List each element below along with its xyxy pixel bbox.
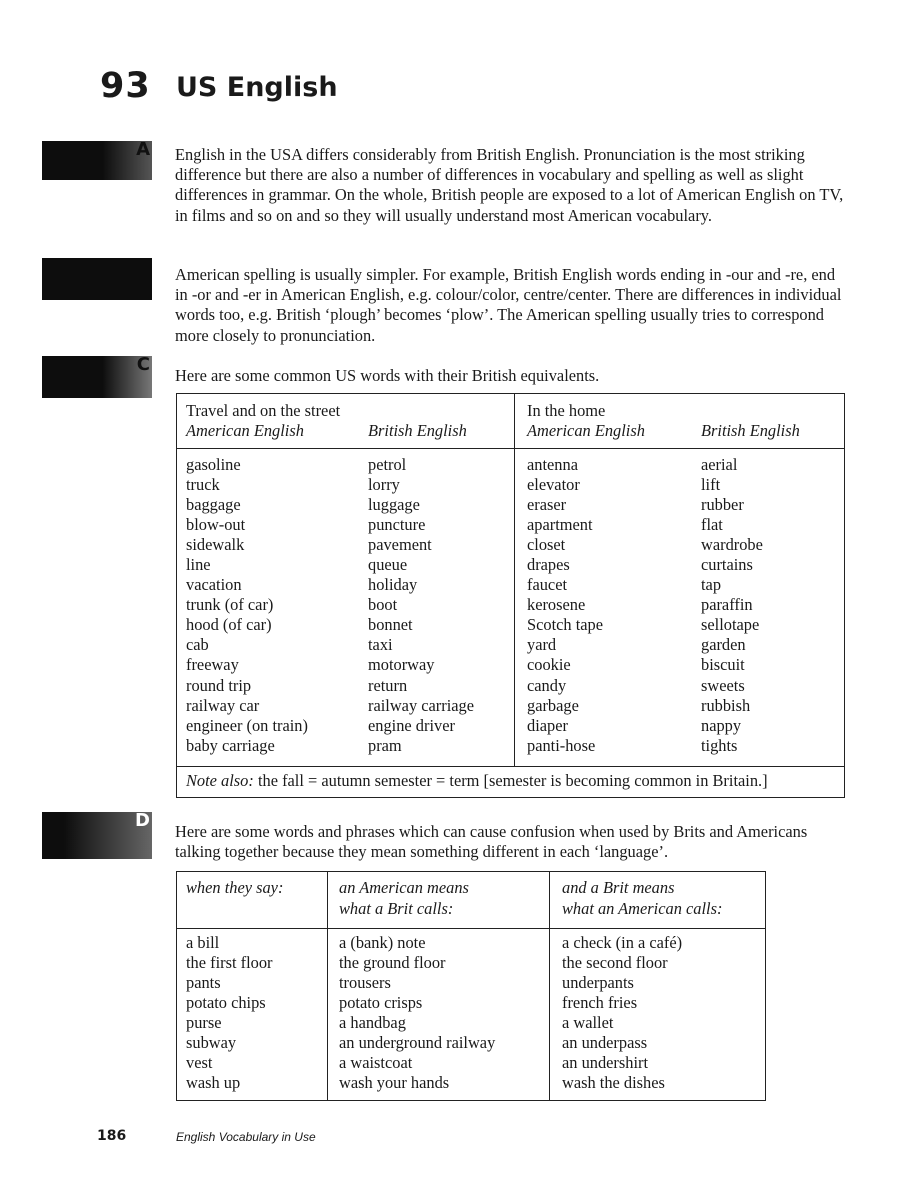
home-word-list xyxy=(527,455,842,756)
word-pair-row xyxy=(186,455,511,475)
american-word: Scotch tape xyxy=(527,615,604,635)
when-they-say-term: subway xyxy=(186,1033,237,1053)
when-they-say-term: vest xyxy=(186,1053,213,1073)
section-tab-a xyxy=(42,141,152,180)
column-header-british: British English xyxy=(701,421,800,440)
american-word: diaper xyxy=(527,715,568,735)
column-header-british: British English xyxy=(368,421,467,440)
section-d-paragraph: Here are some words and phrases which can cause confusion when used by Brits and Americans talking together because they mean something different in each ‘language’. xyxy=(175,822,808,862)
british-word: paraffin xyxy=(701,595,753,615)
section-b-paragraph: American spelling is usually simpler. For example, British English words ending in -our and -re, end in -or and -er in American English, e.g. colour/color, centre/center. There are differences in individual words too, e.g. British ‘plough’ becomes ‘plow’. The American spelling usually tries to correspond more closely to pronunciation. xyxy=(175,265,842,345)
british-word: holiday xyxy=(368,575,418,595)
american-word: truck xyxy=(186,475,220,495)
word-pair-row xyxy=(186,595,511,615)
column-when-they-say xyxy=(186,933,272,1093)
table-section-title: In the home xyxy=(527,401,606,420)
word-pair-row xyxy=(186,635,511,655)
british-word: motorway xyxy=(368,655,435,675)
word-pair-row xyxy=(527,716,842,736)
table-section-title: Travel and on the street xyxy=(186,401,341,420)
note-label: Note also: xyxy=(186,771,254,790)
american-meaning: a handbag xyxy=(339,1013,406,1033)
word-pair-row xyxy=(527,495,842,515)
word-pair-row xyxy=(527,515,842,535)
british-word: queue xyxy=(368,555,408,575)
column-header-when-they-say: when they say: xyxy=(186,878,284,897)
word-pair-row xyxy=(527,635,842,655)
section-tab-d xyxy=(42,812,152,859)
book-title: English Vocabulary in Use xyxy=(176,1130,316,1144)
british-meaning: a check (in a café) xyxy=(562,933,683,952)
american-word: freeway xyxy=(186,655,239,675)
british-word: rubbish xyxy=(701,695,751,715)
american-word: round trip xyxy=(186,675,252,695)
american-word: trunk (of car) xyxy=(186,595,274,615)
column-header-american: American English xyxy=(527,421,645,440)
word-pair-row xyxy=(527,475,842,495)
british-word: lift xyxy=(701,475,721,495)
section-letter-c: C xyxy=(136,354,150,375)
american-word: cookie xyxy=(527,655,571,675)
american-word: candy xyxy=(527,675,567,695)
american-meaning: a waistcoat xyxy=(339,1053,413,1073)
british-word: wardrobe xyxy=(701,535,763,555)
american-word: cab xyxy=(186,635,209,655)
american-word: engineer (on train) xyxy=(186,715,308,735)
american-word: vacation xyxy=(186,575,242,595)
table-header-home xyxy=(527,401,837,441)
british-word: engine driver xyxy=(368,715,455,735)
note-text: the fall = autumn semester = term [semester is becoming common in Britain.] xyxy=(257,771,768,790)
british-word: puncture xyxy=(368,515,426,535)
when-they-say-term: potato chips xyxy=(186,993,266,1013)
british-word: luggage xyxy=(368,495,420,515)
word-pair-row xyxy=(186,696,511,716)
section-c-paragraph: Here are some common US words with their British equivalents. xyxy=(175,366,600,385)
word-pair-row xyxy=(527,555,842,575)
when-they-say-term: purse xyxy=(186,1013,222,1033)
american-word: garbage xyxy=(527,695,579,715)
american-meaning: a (bank) note xyxy=(339,933,426,952)
table-divider xyxy=(327,872,328,1100)
british-word: bonnet xyxy=(368,615,413,635)
american-meaning: the ground floor xyxy=(339,953,446,973)
table-divider xyxy=(549,872,550,1100)
british-word: aerial xyxy=(701,455,738,474)
section-a-paragraph: English in the USA differs considerably from British English. Pronunciation is the most striking difference but there are also a number of differences in vocabulary and spelling as well as slight differences in grammar. On the whole, British people are exposed to a lot of American English on TV, in films and so on and so they will usually understand most American vocabulary. xyxy=(175,145,844,225)
british-word: garden xyxy=(701,635,746,655)
american-word: apartment xyxy=(527,515,593,535)
word-pair-row xyxy=(527,455,842,475)
column-brit-means xyxy=(562,933,682,1093)
british-word: railway carriage xyxy=(368,695,475,715)
word-pair-row xyxy=(527,676,842,696)
american-word: baggage xyxy=(186,495,241,515)
british-word: biscuit xyxy=(701,655,745,675)
american-word: railway car xyxy=(186,695,260,715)
british-word: sweets xyxy=(701,675,745,695)
word-pair-row xyxy=(186,575,511,595)
american-meaning: trousers xyxy=(339,973,391,993)
table-divider xyxy=(514,394,515,767)
british-word: boot xyxy=(368,595,398,615)
word-pair-row xyxy=(527,535,842,555)
american-word: hood (of car) xyxy=(186,615,272,635)
british-meaning: french fries xyxy=(562,993,638,1013)
word-pair-row xyxy=(186,555,511,575)
american-word: sidewalk xyxy=(186,535,245,555)
column-header-american-means: an American means what a Brit calls: xyxy=(339,878,469,918)
page-number: 186 xyxy=(97,1128,127,1144)
word-pair-row xyxy=(186,676,511,696)
word-pair-row xyxy=(527,696,842,716)
british-word: sellotape xyxy=(701,615,760,635)
word-pair-row xyxy=(186,655,511,675)
american-word: closet xyxy=(527,535,566,555)
when-they-say-term: pants xyxy=(186,973,221,993)
word-pair-row xyxy=(527,595,842,615)
american-word: elevator xyxy=(527,475,580,495)
british-meaning: underpants xyxy=(562,973,634,993)
section-tab-c xyxy=(42,356,152,398)
column-header-american: American English xyxy=(186,421,304,440)
british-word: tights xyxy=(701,735,738,755)
table-divider xyxy=(177,448,844,449)
word-pair-row xyxy=(186,535,511,555)
unit-number: 93 xyxy=(100,66,151,106)
table-header-travel xyxy=(186,401,506,441)
british-meaning: an underpass xyxy=(562,1033,648,1053)
unit-title: US English xyxy=(176,72,338,103)
british-word: flat xyxy=(701,515,723,535)
word-pair-row xyxy=(186,515,511,535)
american-meaning: an underground railway xyxy=(339,1033,496,1053)
british-word: pavement xyxy=(368,535,432,555)
british-word: petrol xyxy=(368,455,407,474)
british-word: taxi xyxy=(368,635,393,655)
word-pair-row xyxy=(186,615,511,635)
word-pair-row xyxy=(527,575,842,595)
false-friends-table xyxy=(176,871,766,1101)
column-header-brit-means: and a Brit means what an American calls: xyxy=(562,878,723,918)
section-tab-b xyxy=(42,258,152,300)
british-word: lorry xyxy=(368,475,400,495)
american-word: antenna xyxy=(527,455,578,474)
american-word: eraser xyxy=(527,495,567,515)
british-word: nappy xyxy=(701,715,742,735)
table-divider xyxy=(177,928,765,929)
word-pair-row xyxy=(527,736,842,756)
american-meaning: potato crisps xyxy=(339,993,423,1013)
british-word: tap xyxy=(701,575,722,595)
when-they-say-term: the first floor xyxy=(186,953,273,973)
table-divider xyxy=(177,766,844,767)
when-they-say-term: wash up xyxy=(186,1073,241,1093)
american-word: gasoline xyxy=(186,455,241,474)
british-word: curtains xyxy=(701,555,753,575)
word-pair-row xyxy=(527,655,842,675)
travel-word-list xyxy=(186,455,511,756)
table-note xyxy=(186,771,768,791)
word-pair-row xyxy=(186,475,511,495)
british-meaning: wash the dishes xyxy=(562,1073,665,1093)
british-word: pram xyxy=(368,735,402,755)
american-word: drapes xyxy=(527,555,570,575)
word-pair-row xyxy=(527,615,842,635)
american-word: line xyxy=(186,555,211,575)
british-meaning: an undershirt xyxy=(562,1053,649,1073)
american-word: panti-hose xyxy=(527,735,596,755)
us-british-vocabulary-table xyxy=(176,393,845,798)
section-letter-a: A xyxy=(136,139,150,160)
word-pair-row xyxy=(186,736,511,756)
when-they-say-term: a bill xyxy=(186,933,220,952)
word-pair-row xyxy=(186,495,511,515)
section-letter-d: D xyxy=(135,810,150,831)
american-word: kerosene xyxy=(527,595,586,615)
word-pair-row xyxy=(186,716,511,736)
american-word: yard xyxy=(527,635,557,655)
american-meaning: wash your hands xyxy=(339,1073,450,1093)
american-word: baby carriage xyxy=(186,735,275,755)
column-american-means xyxy=(339,933,495,1093)
british-meaning: the second floor xyxy=(562,953,668,973)
american-word: faucet xyxy=(527,575,568,595)
british-word: return xyxy=(368,675,408,695)
american-word: blow-out xyxy=(186,515,246,535)
british-meaning: a wallet xyxy=(562,1013,614,1033)
british-word: rubber xyxy=(701,495,744,515)
